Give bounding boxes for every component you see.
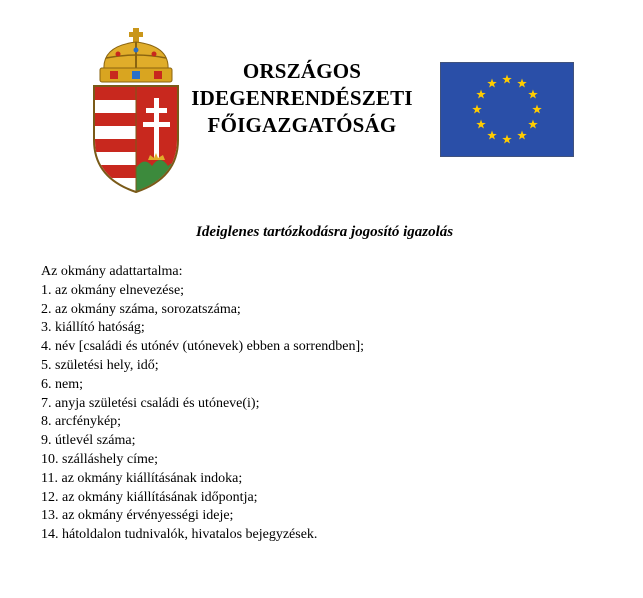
- list-item: 3. kiállító hatóság;: [41, 320, 145, 336]
- coat-of-arms-icon: [88, 28, 184, 194]
- list-item: 7. anyja születési családi és utóneve(i);: [41, 395, 260, 411]
- organization-name-line-3: FŐIGAZGATÓSÁG: [207, 113, 397, 137]
- list-item: 13. az okmány érvényességi ideje;: [41, 508, 234, 524]
- organization-name-line-1: ORSZÁGOS: [242, 59, 362, 83]
- list-item: 11. az okmány kiállításának indoka;: [41, 470, 243, 486]
- list-item: 4. név [családi és utónév (utónevek) ebben a sorrendben];: [41, 339, 365, 355]
- content-list: [41, 282, 364, 545]
- list-item: 14. hátoldalon tudnivalók, hivatalos bejegyzések.: [41, 527, 318, 543]
- document-content: [41, 263, 364, 545]
- list-item: 8. arcfénykép;: [41, 414, 122, 430]
- organization-name-line-2: IDEGENRENDÉSZETI: [191, 86, 413, 110]
- list-item: 2. az okmány száma, sorozatszáma;: [41, 301, 241, 317]
- organization-name: [178, 58, 426, 139]
- list-item: 6. nem;: [41, 376, 83, 392]
- list-item: 1. az okmány elnevezése;: [41, 282, 185, 298]
- content-intro: Az okmány adattartalma:: [41, 264, 183, 279]
- eu-flag-icon: [440, 62, 574, 157]
- list-item: 9. útlevél száma;: [41, 433, 136, 449]
- list-item: 10. szálláshely címe;: [41, 451, 159, 467]
- document-title: Ideiglenes tartózkodásra jogosító igazolás: [196, 224, 454, 240]
- list-item: 12. az okmány kiállításának időpontja;: [41, 489, 258, 505]
- list-item: 5. születési hely, idő;: [41, 357, 159, 373]
